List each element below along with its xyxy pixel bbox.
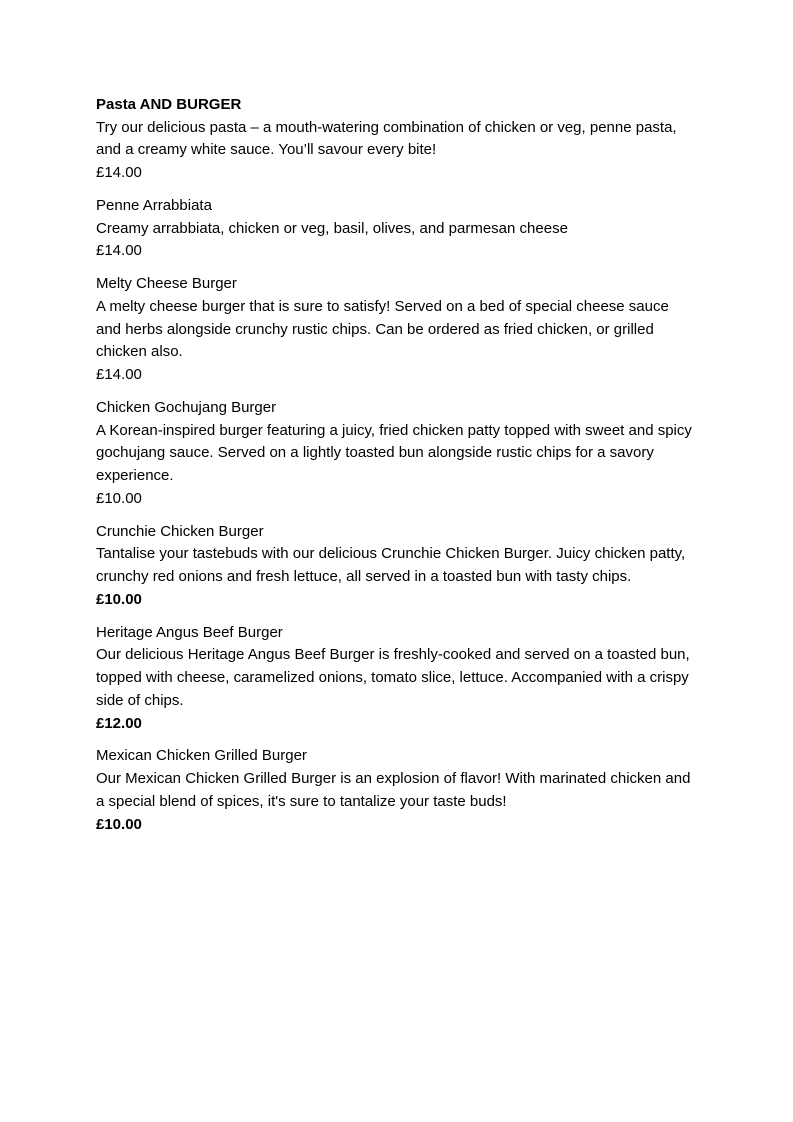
menu-item-description: Tantalise your tastebuds with our delicious Crunchie Chicken Burger. Juicy chicken patty, crunchy red onions and fresh lettuce, all served in a toasted bun with tasty chips. [96, 545, 686, 586]
menu-item-description: Our Mexican Chicken Grilled Burger is an explosion of flavor! With marinated chicken and a special blend of spices, it's sure to tantalize your taste buds! [96, 770, 691, 810]
menu-item-melty-cheese-burger [96, 273, 696, 387]
menu-item-pasta-and-burger [96, 94, 696, 185]
menu-item-price: £10.00 [96, 590, 142, 608]
menu-item-title: Pasta AND BURGER [96, 96, 242, 113]
menu-item-title: Melty Cheese Burger [96, 275, 237, 293]
menu-item-description: Try our delicious pasta – a mouth-watering combination of chicken or veg, penne pasta, and a creamy white sauce. You’ll savour every bite! [96, 118, 677, 159]
menu-item-title: Crunchie Chicken Burger [96, 522, 264, 540]
menu-item-description: Creamy arrabbiata, chicken or veg, basil, olives, and parmesan cheese [96, 219, 568, 237]
menu-item-price: £10.00 [96, 815, 142, 833]
menu-item-title: Chicken Gochujang Burger [96, 399, 277, 416]
menu-item-price: £14.00 [96, 164, 142, 182]
menu-item-price: £14.00 [96, 242, 142, 260]
menu-item-title: Mexican Chicken Grilled Burger [96, 747, 307, 765]
menu-item-title: Penne Arrabbiata [96, 197, 212, 214]
menu-item-title: Heritage Angus Beef Burger [96, 623, 283, 641]
menu-page [96, 94, 696, 846]
menu-item-crunchie-chicken-burger [96, 521, 696, 612]
menu-item-chicken-gochujang-burger [96, 397, 696, 511]
menu-item-description: Our delicious Heritage Angus Beef Burger is freshly-cooked and served on a toasted bun, topped with cheese, caramelized onions, tomato slice, lettuce. Accompanied with a crispy side of chips. [96, 646, 690, 709]
menu-item-mexican-chicken-grilled-burger [96, 745, 696, 836]
menu-item-price: £12.00 [96, 714, 142, 732]
menu-item-price: £14.00 [96, 366, 142, 384]
menu-item-description: A Korean-inspired burger featuring a juicy, fried chicken patty topped with sweet and spicy gochujang sauce. Served on a lightly toasted bun alongside rustic chips for a savory experience. [96, 421, 692, 485]
menu-item-penne-arrabbiata [96, 195, 696, 263]
menu-item-price: £10.00 [96, 489, 142, 507]
menu-item-heritage-angus-beef-burger [96, 622, 696, 736]
menu-item-description: A melty cheese burger that is sure to satisfy! Served on a bed of special cheese sauce and herbs alongside crunchy rustic chips. Can be ordered as fried chicken, or grilled chicken also. [96, 298, 669, 361]
